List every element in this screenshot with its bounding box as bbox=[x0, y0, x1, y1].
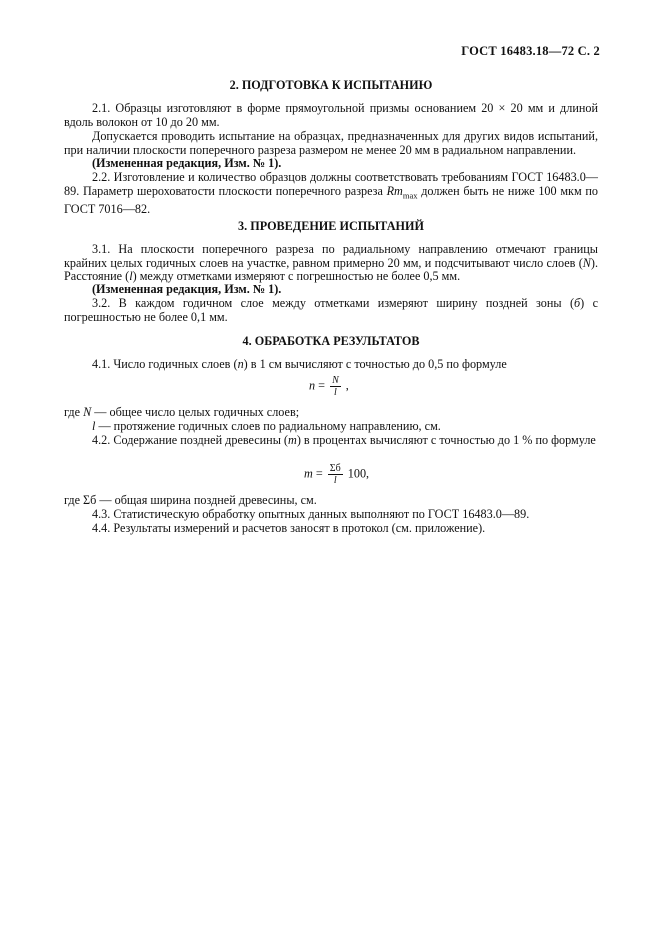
fraction bbox=[330, 375, 341, 398]
paragraph-4-2 bbox=[64, 434, 598, 448]
text-span: ) между отметками измеряют с погрешностью не более 0,5 мм. bbox=[132, 269, 461, 284]
symbol-n: n bbox=[237, 357, 244, 371]
symbol-m: m bbox=[288, 433, 297, 447]
paragraph-4-4: 4.4. Результаты измерений и расчетов заносят в протокол (см. приложение). bbox=[92, 521, 486, 535]
formula-m bbox=[304, 463, 369, 486]
paragraph-2-2 bbox=[64, 171, 598, 216]
paragraph-3-2 bbox=[64, 297, 598, 324]
text-span: ) в процентах вычисляют с точностью до 1 % по формуле bbox=[296, 433, 596, 447]
formula-eq: = bbox=[312, 466, 326, 481]
where-l bbox=[92, 420, 441, 434]
section-4-title: 4. ОБРАБОТКА РЕЗУЛЬТАТОВ bbox=[242, 334, 420, 348]
fraction-denominator: l bbox=[334, 387, 337, 398]
paragraph-2-1: 2.1. Образцы изготовляют в форме прямоугольной призмы основанием 20 × 20 мм и длиной вдоль волокон от 10 до 20 мм. bbox=[64, 101, 598, 129]
symbol-l: l bbox=[129, 269, 133, 284]
text-span: — протяжение годичных слоев по радиальному направлению, см. bbox=[95, 419, 441, 433]
fraction bbox=[328, 463, 343, 486]
formula-lhs: m bbox=[304, 466, 313, 481]
text-span: 4.1. Число годичных слоев ( bbox=[92, 357, 238, 371]
paragraph-4-3: 4.3. Статистическую обработку опытных данных выполняют по ГОСТ 16483.0—89. bbox=[92, 507, 530, 521]
text-span: 3.2. В каждом годичном слое между отметками измеряют ширину поздней зоны ( bbox=[92, 296, 575, 310]
section-3-title: 3. ПРОВЕДЕНИЕ ИСПЫТАНИЙ bbox=[238, 219, 424, 233]
section-2-title: 2. ПОДГОТОВКА К ИСПЫТАНИЮ bbox=[229, 78, 433, 92]
text-span: ). Расстояние ( bbox=[64, 255, 598, 284]
text-span: — общее число целых годичных слоев; bbox=[91, 405, 300, 419]
paragraph-2-1-allowance: Допускается проводить испытание на образцах, предназначенных для других видов испытаний, при наличии плоскости поперечного разреза размером не менее 20 мм в радиальном направлении. bbox=[64, 129, 598, 157]
subscript-max: max bbox=[402, 190, 418, 201]
symbol-b: б bbox=[574, 296, 581, 310]
fraction-denominator: l bbox=[333, 475, 337, 486]
symbol-rm: Rm bbox=[386, 183, 403, 198]
text-span: где bbox=[64, 405, 84, 419]
revision-note: (Измененная редакция, Изм. № 1). bbox=[92, 156, 282, 170]
formula-tail: , bbox=[342, 378, 349, 393]
formula-lhs: n bbox=[309, 378, 316, 393]
page-header: ГОСТ 16483.18—72 С. 2 bbox=[461, 44, 600, 58]
where-sum-b: где Σб — общая ширина поздней древесины, см. bbox=[64, 493, 317, 507]
where-N bbox=[64, 406, 299, 420]
formula-tail: 100, bbox=[344, 466, 370, 481]
formula-eq: = bbox=[315, 378, 329, 393]
paragraph-4-1 bbox=[64, 358, 598, 372]
fraction-numerator: Σб bbox=[329, 463, 341, 474]
text-span: 3.1. На плоскости поперечного разреза по радиальному направлению отмечают границы крайних целых годичных слоев на участке, равном примерно 20 мм, и подсчитывают число слоев ( bbox=[64, 242, 598, 270]
text-span: ) с погрешностью не более 0,1 мм. bbox=[64, 296, 598, 324]
symbol-l: l bbox=[92, 419, 96, 433]
fraction-numerator: N bbox=[332, 375, 339, 386]
text-span: ) в 1 см вычисляют с точностью до 0,5 по формуле bbox=[243, 357, 507, 371]
formula-n bbox=[309, 375, 349, 398]
text-span: 2.2. Изготовление и количество образцов должны соответствовать требованиям ГОСТ 16483.0—89. Параметр шероховатости плоскости поперечного разреза bbox=[64, 170, 598, 198]
text-span: должен быть не ниже 100 мкм по ГОСТ 7016—82. bbox=[64, 183, 598, 216]
paragraph-3-1 bbox=[64, 243, 598, 284]
symbol-N: N bbox=[582, 255, 591, 270]
text-span: 4.2. Содержание поздней древесины ( bbox=[92, 433, 288, 447]
revision-note: (Измененная редакция, Изм. № 1). bbox=[92, 282, 282, 296]
symbol-N: N bbox=[83, 405, 92, 419]
